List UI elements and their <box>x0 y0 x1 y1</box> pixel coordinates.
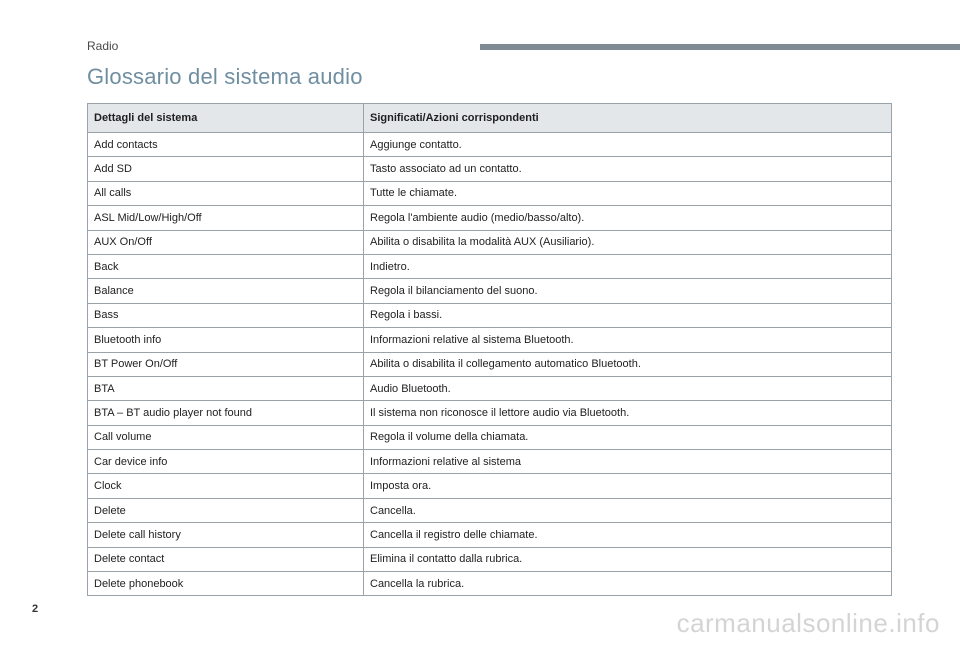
column-header-meanings: Significati/Azioni corrispondenti <box>364 104 892 133</box>
table-row <box>88 425 892 449</box>
term-cell: Delete <box>88 498 364 522</box>
section-label: Radio <box>87 39 119 53</box>
table-row <box>88 133 892 157</box>
term-cell: BT Power On/Off <box>88 352 364 376</box>
term-cell: Car device info <box>88 450 364 474</box>
glossary-body <box>88 133 892 596</box>
table-header-row <box>88 104 892 133</box>
meaning-cell: Tutte le chiamate. <box>364 181 892 205</box>
table-row <box>88 279 892 303</box>
meaning-cell: Cancella. <box>364 498 892 522</box>
term-cell: BTA <box>88 376 364 400</box>
table-row <box>88 376 892 400</box>
meaning-cell: Regola il volume della chiamata. <box>364 425 892 449</box>
term-cell: ASL Mid/Low/High/Off <box>88 206 364 230</box>
page-number: 2 <box>32 603 39 615</box>
table-row <box>88 328 892 352</box>
meaning-cell: Tasto associato ad un contatto. <box>364 157 892 181</box>
meaning-cell: Cancella la rubrica. <box>364 572 892 596</box>
term-cell: Add contacts <box>88 133 364 157</box>
term-cell: Bluetooth info <box>88 328 364 352</box>
meaning-cell: Abilita o disabilita il collegamento automatico Bluetooth. <box>364 352 892 376</box>
term-cell: Delete contact <box>88 547 364 571</box>
table-row <box>88 523 892 547</box>
term-cell: AUX On/Off <box>88 230 364 254</box>
column-header-system-details: Dettagli del sistema <box>88 104 364 133</box>
table-row <box>88 450 892 474</box>
meaning-cell: Elimina il contatto dalla rubrica. <box>364 547 892 571</box>
table-row <box>88 474 892 498</box>
table-row <box>88 206 892 230</box>
meaning-cell: Informazioni relative al sistema <box>364 450 892 474</box>
table-row <box>88 157 892 181</box>
meaning-cell: Regola l'ambiente audio (medio/basso/alto). <box>364 206 892 230</box>
section-bar <box>480 44 960 50</box>
page-title: Glossario del sistema audio <box>87 64 363 89</box>
meaning-cell: Audio Bluetooth. <box>364 376 892 400</box>
table-row <box>88 254 892 278</box>
meaning-cell: Informazioni relative al sistema Bluetooth. <box>364 328 892 352</box>
table-row <box>88 352 892 376</box>
table-row <box>88 572 892 596</box>
term-cell: Call volume <box>88 425 364 449</box>
term-cell: Add SD <box>88 157 364 181</box>
meaning-cell: Cancella il registro delle chiamate. <box>364 523 892 547</box>
term-cell: Clock <box>88 474 364 498</box>
table-row <box>88 547 892 571</box>
term-cell: Back <box>88 254 364 278</box>
table-row <box>88 181 892 205</box>
term-cell: All calls <box>88 181 364 205</box>
term-cell: Bass <box>88 303 364 327</box>
term-cell: BTA – BT audio player not found <box>88 401 364 425</box>
meaning-cell: Il sistema non riconosce il lettore audio via Bluetooth. <box>364 401 892 425</box>
term-cell: Delete phonebook <box>88 572 364 596</box>
meaning-cell: Indietro. <box>364 254 892 278</box>
meaning-cell: Regola i bassi. <box>364 303 892 327</box>
glossary-table <box>87 103 892 596</box>
table-row <box>88 401 892 425</box>
table-row <box>88 303 892 327</box>
term-cell: Delete call history <box>88 523 364 547</box>
term-cell: Balance <box>88 279 364 303</box>
table-row <box>88 230 892 254</box>
meaning-cell: Imposta ora. <box>364 474 892 498</box>
table-row <box>88 498 892 522</box>
meaning-cell: Aggiunge contatto. <box>364 133 892 157</box>
meaning-cell: Abilita o disabilita la modalità AUX (Ausiliario). <box>364 230 892 254</box>
meaning-cell: Regola il bilanciamento del suono. <box>364 279 892 303</box>
watermark: carmanualsonline.info <box>676 608 940 638</box>
